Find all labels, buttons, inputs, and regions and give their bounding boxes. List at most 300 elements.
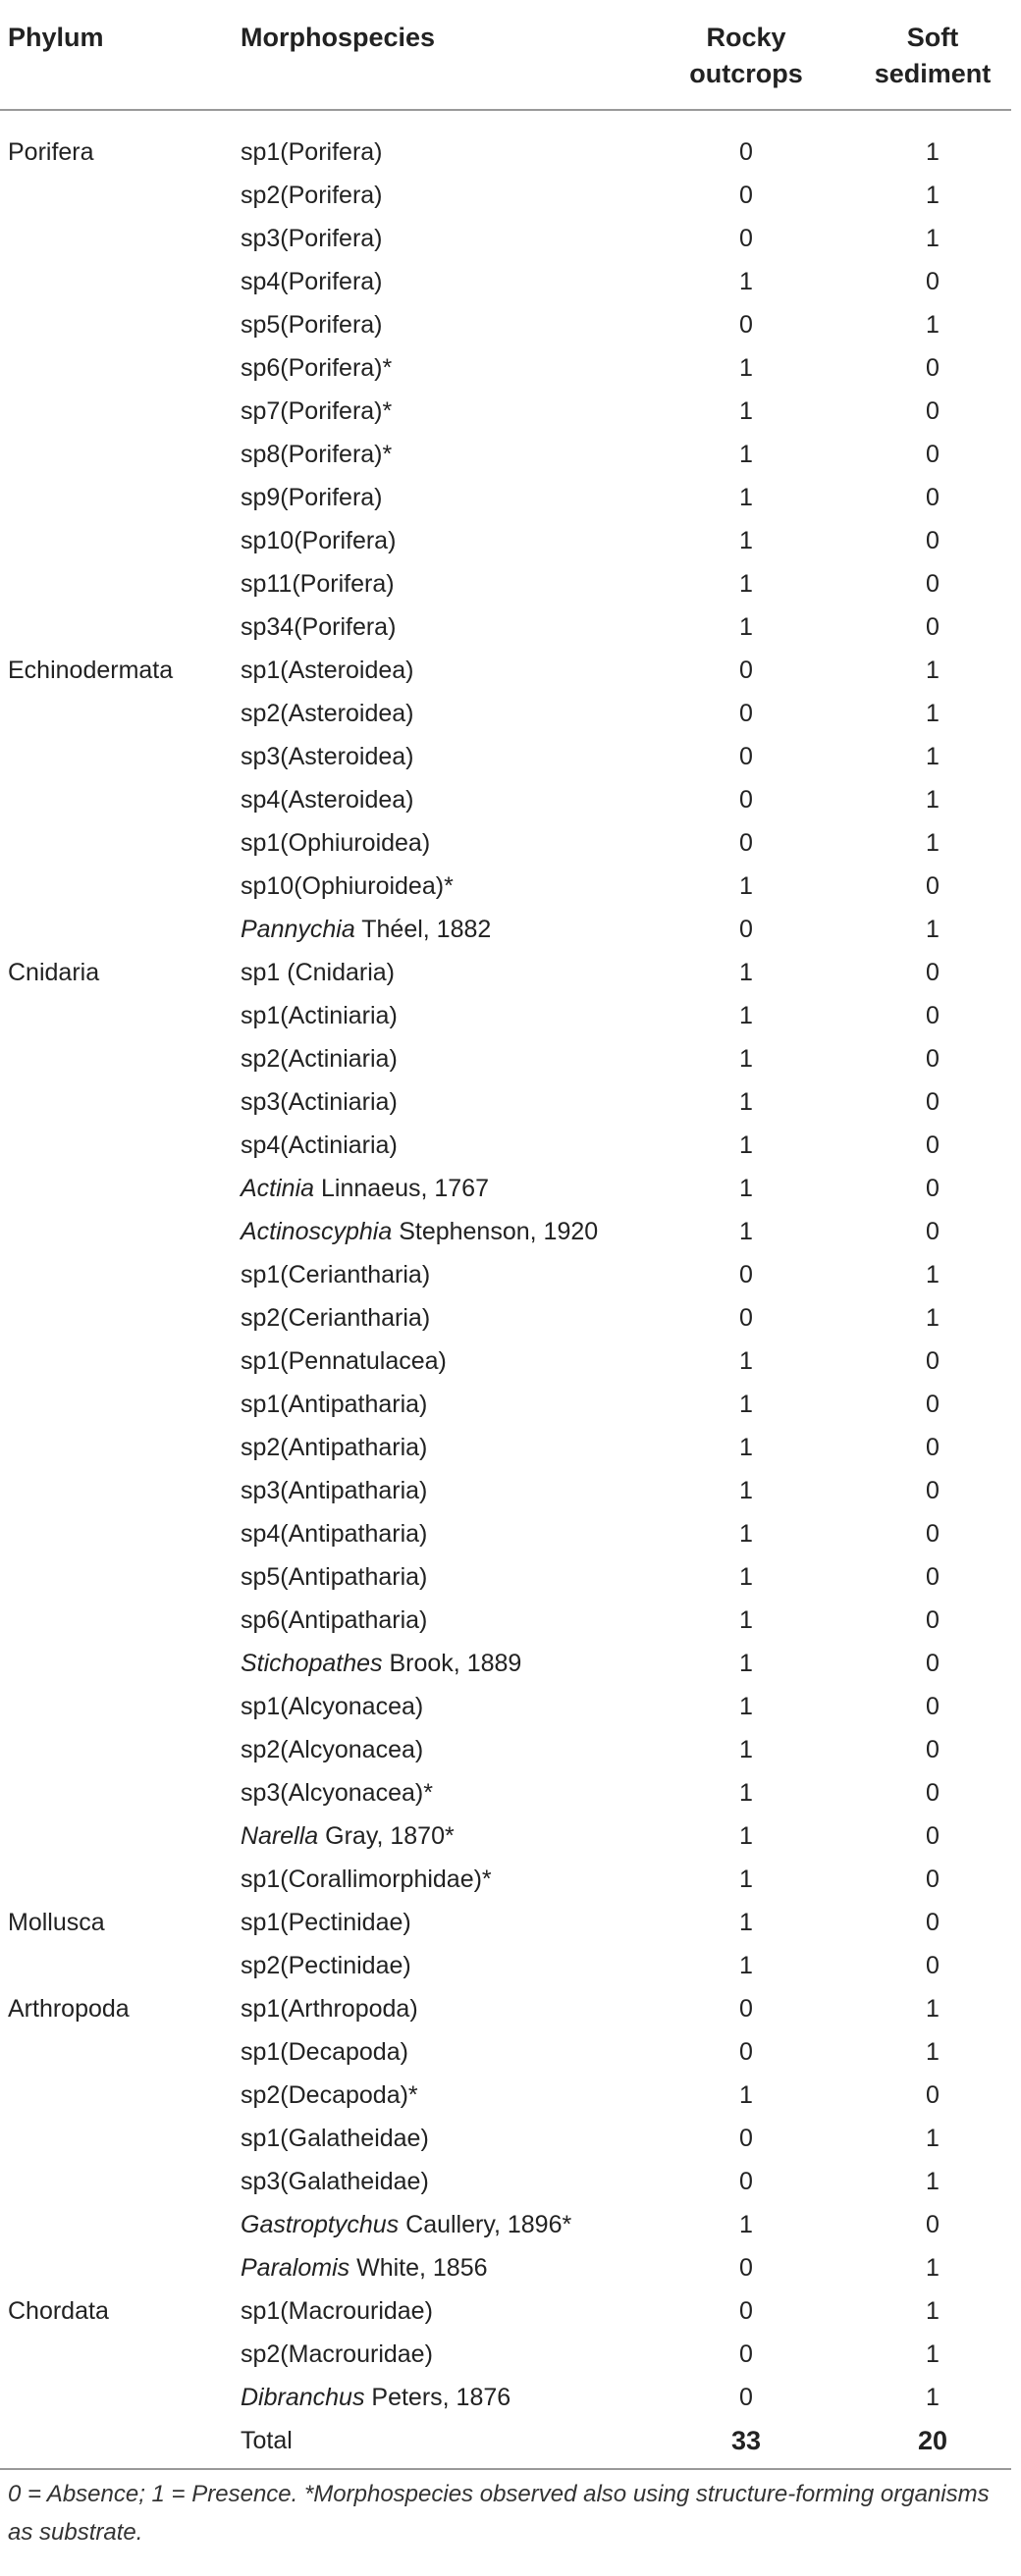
phylum-cell	[0, 519, 241, 562]
rocky-outcrops-value: 1	[739, 1045, 753, 1073]
rocky-outcrops-value: 0	[739, 311, 753, 339]
table-body	[0, 110, 1011, 2469]
morphospecies-name: sp5(Porifera)	[241, 311, 383, 339]
morphospecies-cell	[241, 110, 638, 174]
genus-name: Dibranchus	[241, 2384, 365, 2411]
morphospecies-cell	[241, 390, 638, 433]
phylum-cell	[0, 778, 241, 821]
soft-sediment-value: 0	[926, 268, 940, 295]
phylum-cell: Porifera	[8, 138, 94, 166]
phylum-cell	[0, 303, 241, 346]
morphospecies-name: sp1 (Cnidaria)	[241, 959, 396, 986]
rocky-outcrops-value: 1	[739, 1779, 753, 1807]
rocky-outcrops-value: 1	[739, 484, 753, 511]
soft-sediment-value: 0	[926, 1520, 940, 1548]
rocky-outcrops-value: 0	[739, 1261, 753, 1288]
soft-sediment-value: 1	[926, 311, 940, 339]
total-row	[0, 2419, 1011, 2469]
morphospecies-name: sp2(Antipatharia)	[241, 1434, 428, 1461]
rocky-outcrops-value: 1	[739, 1434, 753, 1461]
genus-name: Actinoscyphia	[241, 1218, 393, 1245]
phylum-cell	[0, 476, 241, 519]
morphospecies-cell	[241, 1858, 638, 1901]
phylum-cell	[0, 1944, 241, 1987]
morphospecies-name: sp1(Antipatharia)	[241, 1391, 428, 1418]
morphospecies-name: sp10(Porifera)	[241, 527, 397, 554]
soft-sediment-value: 1	[926, 1304, 940, 1332]
table-row	[0, 908, 1011, 951]
morphospecies-cell	[241, 692, 638, 735]
morphospecies-name: sp5(Antipatharia)	[241, 1563, 428, 1591]
morphospecies-name: sp2(Macrouridae)	[241, 2340, 433, 2368]
header-phylum: Phylum	[0, 0, 241, 110]
morphospecies-name: sp3(Porifera)	[241, 225, 383, 252]
morphospecies-name: Linnaeus, 1767	[314, 1175, 489, 1202]
phylum-cell	[0, 2246, 241, 2289]
morphospecies-name: sp1(Corallimorphidae)*	[241, 1866, 492, 1893]
soft-sediment-value: 0	[926, 2081, 940, 2109]
rocky-outcrops-value: 1	[739, 1218, 753, 1245]
soft-sediment-value: 0	[926, 1218, 940, 1245]
soft-sediment-value: 1	[926, 2125, 940, 2152]
phylum-cell	[0, 2333, 241, 2376]
morphospecies-cell	[241, 174, 638, 217]
table-row	[0, 1296, 1011, 1340]
morphospecies-name: Peters, 1876	[364, 2384, 511, 2411]
morphospecies-cell	[241, 1383, 638, 1426]
phylum-cell	[0, 1728, 241, 1771]
phylum-cell: Mollusca	[8, 1909, 105, 1936]
soft-sediment-value: 0	[926, 1693, 940, 1720]
soft-sediment-value: 1	[926, 1995, 940, 2023]
morphospecies-cell	[241, 1728, 638, 1771]
morphospecies-name: sp3(Actiniaria)	[241, 1088, 398, 1116]
morphospecies-cell	[241, 303, 638, 346]
morphospecies-cell	[241, 476, 638, 519]
morphospecies-cell	[241, 346, 638, 390]
rocky-outcrops-value: 0	[739, 700, 753, 727]
morphospecies-name: sp3(Galatheidae)	[241, 2168, 429, 2195]
morphospecies-name: sp1(Arthropoda)	[241, 1995, 418, 2023]
morphospecies-cell	[241, 605, 638, 649]
morphospecies-name: sp1(Ophiuroidea)	[241, 829, 431, 857]
soft-sediment-value: 0	[926, 1002, 940, 1029]
rocky-outcrops-value: 0	[739, 2254, 753, 2282]
soft-sediment-value: 0	[926, 959, 940, 986]
morphospecies-cell	[241, 1599, 638, 1642]
table-row	[0, 1167, 1011, 1210]
phylum-cell	[0, 1296, 241, 1340]
phylum-cell	[0, 1080, 241, 1124]
table-row	[0, 1512, 1011, 1555]
table-row	[0, 2333, 1011, 2376]
morphospecies-cell	[241, 649, 638, 692]
table-row	[0, 2160, 1011, 2203]
morphospecies-name: sp2(Porifera)	[241, 182, 383, 209]
morphospecies-cell	[241, 1555, 638, 1599]
phylum-cell	[0, 1037, 241, 1080]
morphospecies-cell	[241, 821, 638, 865]
morphospecies-name: Gray, 1870*	[318, 1822, 455, 1850]
morphospecies-name: sp1(Decapoda)	[241, 2038, 408, 2066]
table-row	[0, 1944, 1011, 1987]
morphospecies-cell	[241, 1426, 638, 1469]
rocky-outcrops-value: 0	[739, 138, 753, 166]
phylum-cell	[0, 1512, 241, 1555]
morphospecies-name: sp10(Ophiuroidea)*	[241, 872, 454, 900]
soft-sediment-value: 0	[926, 1175, 940, 1202]
phylum-cell	[0, 2160, 241, 2203]
rocky-outcrops-value: 1	[739, 268, 753, 295]
morphospecies-name: sp3(Alcyonacea)*	[241, 1779, 433, 1807]
soft-sediment-value: 0	[926, 1477, 940, 1504]
morphospecies-name: sp1(Actiniaria)	[241, 1002, 398, 1029]
rocky-outcrops-value: 0	[739, 657, 753, 684]
table-row	[0, 174, 1011, 217]
morphospecies-cell	[241, 1814, 638, 1858]
morphospecies-cell	[241, 908, 638, 951]
rocky-outcrops-value: 1	[739, 1391, 753, 1418]
phylum-cell	[0, 1210, 241, 1253]
morphospecies-cell	[241, 1253, 638, 1296]
morphospecies-name: sp1(Ceriantharia)	[241, 1261, 431, 1288]
soft-sediment-value: 0	[926, 1563, 940, 1591]
morphospecies-cell	[241, 735, 638, 778]
morphospecies-cell	[241, 1340, 638, 1383]
genus-name: Paralomis	[241, 2254, 350, 2282]
rocky-outcrops-value: 1	[739, 1650, 753, 1677]
rocky-outcrops-value: 1	[739, 397, 753, 425]
phylum-cell: Cnidaria	[8, 959, 100, 986]
rocky-outcrops-value: 0	[739, 786, 753, 814]
table-row	[0, 1124, 1011, 1167]
table-row	[0, 1642, 1011, 1685]
table-row	[0, 2117, 1011, 2160]
phylum-cell	[0, 1124, 241, 1167]
morphospecies-cell	[241, 1037, 638, 1080]
soft-sediment-value: 1	[926, 657, 940, 684]
table-row	[0, 1987, 1011, 2030]
morphospecies-cell	[241, 1080, 638, 1124]
table-row	[0, 1340, 1011, 1383]
morphospecies-name: sp1(Asteroidea)	[241, 657, 414, 684]
table-row	[0, 346, 1011, 390]
phylum-cell	[0, 217, 241, 260]
table-row	[0, 2030, 1011, 2074]
morphospecies-name: White, 1856	[349, 2254, 488, 2282]
soft-sediment-value: 0	[926, 1131, 940, 1159]
phylum-cell	[0, 2203, 241, 2246]
table-row	[0, 1426, 1011, 1469]
total-soft-sediment: 20	[854, 2419, 1011, 2469]
header-soft-line2: sediment	[874, 59, 992, 88]
phylum-cell	[0, 2074, 241, 2117]
table-row	[0, 217, 1011, 260]
soft-sediment-value: 0	[926, 872, 940, 900]
rocky-outcrops-value: 1	[739, 1952, 753, 1979]
morphospecies-name: Stephenson, 1920	[392, 1218, 599, 1245]
table-row	[0, 1253, 1011, 1296]
table-row	[0, 1555, 1011, 1599]
morphospecies-name: sp9(Porifera)	[241, 484, 383, 511]
morphospecies-cell	[241, 994, 638, 1037]
rocky-outcrops-value: 1	[739, 872, 753, 900]
table-row	[0, 692, 1011, 735]
soft-sediment-value: 0	[926, 1347, 940, 1375]
soft-sediment-value: 0	[926, 1045, 940, 1073]
table-row	[0, 260, 1011, 303]
phylum-cell	[0, 1858, 241, 1901]
morphospecies-cell	[241, 1901, 638, 1944]
soft-sediment-value: 0	[926, 613, 940, 641]
morphospecies-cell	[241, 2160, 638, 2203]
rocky-outcrops-value: 0	[739, 2384, 753, 2411]
header-soft-sediment	[854, 0, 1011, 110]
table-row	[0, 605, 1011, 649]
total-empty-cell	[0, 2419, 241, 2469]
header-rocky-outcrops	[638, 0, 854, 110]
table-row	[0, 476, 1011, 519]
header-soft-line1: Soft	[906, 23, 959, 52]
phylum-cell	[0, 908, 241, 951]
morphospecies-name: sp1(Macrouridae)	[241, 2297, 433, 2325]
phylum-cell	[0, 562, 241, 605]
rocky-outcrops-value: 1	[739, 1909, 753, 1936]
table-row	[0, 649, 1011, 692]
table-row	[0, 951, 1011, 994]
table-row	[0, 2074, 1011, 2117]
morphospecies-cell	[241, 1512, 638, 1555]
soft-sediment-value: 0	[926, 2211, 940, 2238]
table-row	[0, 2246, 1011, 2289]
rocky-outcrops-value: 1	[739, 2211, 753, 2238]
soft-sediment-value: 0	[926, 354, 940, 382]
soft-sediment-value: 0	[926, 527, 940, 554]
morphospecies-name: Caullery, 1896*	[399, 2211, 572, 2238]
soft-sediment-value: 1	[926, 182, 940, 209]
soft-sediment-value: 0	[926, 397, 940, 425]
phylum-cell: Arthropoda	[8, 1995, 130, 2023]
phylum-cell	[0, 2376, 241, 2419]
soft-sediment-value: 0	[926, 484, 940, 511]
phylum-cell	[0, 1814, 241, 1858]
phylum-cell	[0, 994, 241, 1037]
header-rocky-line2: outcrops	[689, 59, 803, 88]
phylum-cell	[0, 1685, 241, 1728]
table-row	[0, 1685, 1011, 1728]
morphospecies-name: sp6(Porifera)*	[241, 354, 393, 382]
rocky-outcrops-value: 1	[739, 1563, 753, 1591]
soft-sediment-value: 0	[926, 1088, 940, 1116]
morphospecies-cell	[241, 951, 638, 994]
table-row	[0, 562, 1011, 605]
genus-name: Stichopathes	[241, 1650, 383, 1677]
rocky-outcrops-value: 1	[739, 1606, 753, 1634]
morphospecies-cell	[241, 2030, 638, 2074]
phylum-cell	[0, 1383, 241, 1426]
total-label: Total	[241, 2419, 638, 2469]
morphospecies-cell	[241, 1124, 638, 1167]
soft-sediment-value: 1	[926, 829, 940, 857]
rocky-outcrops-value: 1	[739, 441, 753, 468]
table-row	[0, 519, 1011, 562]
rocky-outcrops-value: 1	[739, 2081, 753, 2109]
rocky-outcrops-value: 0	[739, 2038, 753, 2066]
soft-sediment-value: 0	[926, 1822, 940, 1850]
table-row	[0, 2203, 1011, 2246]
table-row	[0, 2289, 1011, 2333]
table-row	[0, 1080, 1011, 1124]
rocky-outcrops-value: 1	[739, 959, 753, 986]
table-footnote: 0 = Absence; 1 = Presence. *Morphospecies observed also using structure-forming organisms as substrate.	[8, 2481, 990, 2546]
phylum-cell	[0, 346, 241, 390]
rocky-outcrops-value: 1	[739, 1175, 753, 1202]
morphospecies-cell	[241, 1944, 638, 1987]
morphospecies-name: sp8(Porifera)*	[241, 441, 393, 468]
table-row	[0, 1814, 1011, 1858]
soft-sediment-value: 0	[926, 1434, 940, 1461]
morphospecies-cell	[241, 2333, 638, 2376]
table-row	[0, 433, 1011, 476]
soft-sediment-value: 0	[926, 1909, 940, 1936]
header-morphospecies: Morphospecies	[241, 0, 638, 110]
header-row	[0, 0, 1011, 110]
table-row	[0, 865, 1011, 908]
rocky-outcrops-value: 1	[739, 613, 753, 641]
rocky-outcrops-value: 1	[739, 1822, 753, 1850]
soft-sediment-value: 0	[926, 1866, 940, 1893]
soft-sediment-value: 1	[926, 1261, 940, 1288]
morphospecies-cell	[241, 217, 638, 260]
morphospecies-cell	[241, 1642, 638, 1685]
morphospecies-cell	[241, 865, 638, 908]
phylum-cell	[0, 1599, 241, 1642]
morphospecies-name: sp3(Antipatharia)	[241, 1477, 428, 1504]
morphospecies-name: sp1(Pennatulacea)	[241, 1347, 447, 1375]
morphospecies-cell	[241, 1685, 638, 1728]
rocky-outcrops-value: 1	[739, 1693, 753, 1720]
morphospecies-name: sp1(Porifera)	[241, 138, 383, 166]
phylum-cell	[0, 1771, 241, 1814]
phylum-cell: Echinodermata	[8, 657, 174, 684]
rocky-outcrops-value: 0	[739, 2340, 753, 2368]
soft-sediment-value: 1	[926, 743, 940, 770]
phylum-cell	[0, 1340, 241, 1383]
phylum-cell	[0, 1555, 241, 1599]
morphospecies-name: sp3(Asteroidea)	[241, 743, 414, 770]
morphospecies-name: sp1(Galatheidae)	[241, 2125, 429, 2152]
morphospecies-cell	[241, 2074, 638, 2117]
soft-sediment-value: 0	[926, 570, 940, 598]
morphospecies-cell	[241, 1771, 638, 1814]
rocky-outcrops-value: 0	[739, 1995, 753, 2023]
table-row	[0, 821, 1011, 865]
rocky-outcrops-value: 0	[739, 2168, 753, 2195]
rocky-outcrops-value: 0	[739, 1304, 753, 1332]
soft-sediment-value: 0	[926, 441, 940, 468]
phylum-cell	[0, 735, 241, 778]
table-row	[0, 735, 1011, 778]
rocky-outcrops-value: 0	[739, 225, 753, 252]
morphospecies-name: sp1(Alcyonacea)	[241, 1693, 424, 1720]
table-row	[0, 303, 1011, 346]
soft-sediment-value: 0	[926, 1606, 940, 1634]
phylum-cell	[0, 174, 241, 217]
table-row	[0, 1469, 1011, 1512]
rocky-outcrops-value: 0	[739, 916, 753, 943]
morphospecies-name: sp11(Porifera)	[241, 570, 395, 598]
morphospecies-name: sp7(Porifera)*	[241, 397, 393, 425]
morphospecies-name: Brook, 1889	[382, 1650, 522, 1677]
genus-name: Pannychia	[241, 916, 355, 943]
rocky-outcrops-value: 1	[739, 1002, 753, 1029]
soft-sediment-value: 1	[926, 2340, 940, 2368]
morphospecies-cell	[241, 1296, 638, 1340]
phylum-cell	[0, 2117, 241, 2160]
morphospecies-name: sp4(Asteroidea)	[241, 786, 414, 814]
table-row	[0, 1728, 1011, 1771]
soft-sediment-value: 1	[926, 225, 940, 252]
table-row	[0, 2376, 1011, 2419]
morphospecies-cell	[241, 1210, 638, 1253]
morphospecies-name: sp4(Antipatharia)	[241, 1520, 428, 1548]
soft-sediment-value: 1	[926, 2168, 940, 2195]
phylum-cell	[0, 2030, 241, 2074]
morphospecies-cell	[241, 260, 638, 303]
morphospecies-cell	[241, 562, 638, 605]
phylum-cell	[0, 821, 241, 865]
soft-sediment-value: 0	[926, 1650, 940, 1677]
rocky-outcrops-value: 0	[739, 182, 753, 209]
morphospecies-cell	[241, 2203, 638, 2246]
morphospecies-cell	[241, 433, 638, 476]
morphospecies-name: Théel, 1882	[354, 916, 492, 943]
table-row	[0, 778, 1011, 821]
morphospecies-name: sp4(Porifera)	[241, 268, 383, 295]
table-row	[0, 994, 1011, 1037]
morphospecies-name: sp2(Actiniaria)	[241, 1045, 398, 1073]
rocky-outcrops-value: 1	[739, 527, 753, 554]
table-row	[0, 1858, 1011, 1901]
table-row	[0, 1599, 1011, 1642]
phylum-cell	[0, 605, 241, 649]
morphospecies-name: sp2(Ceriantharia)	[241, 1304, 431, 1332]
morphospecies-name: sp1(Pectinidae)	[241, 1909, 411, 1936]
rocky-outcrops-value: 1	[739, 1736, 753, 1763]
rocky-outcrops-value: 1	[739, 1520, 753, 1548]
morphospecies-name: sp2(Asteroidea)	[241, 700, 414, 727]
phylum-cell	[0, 1426, 241, 1469]
rocky-outcrops-value: 0	[739, 2297, 753, 2325]
phylum-cell	[0, 260, 241, 303]
soft-sediment-value: 0	[926, 1736, 940, 1763]
rocky-outcrops-value: 0	[739, 829, 753, 857]
rocky-outcrops-value: 1	[739, 1088, 753, 1116]
table-row	[0, 1037, 1011, 1080]
phylum-cell	[0, 692, 241, 735]
soft-sediment-value: 1	[926, 916, 940, 943]
morphospecies-name: sp6(Antipatharia)	[241, 1606, 428, 1634]
genus-name: Gastroptychus	[241, 2211, 400, 2238]
soft-sediment-value: 1	[926, 700, 940, 727]
soft-sediment-value: 0	[926, 1952, 940, 1979]
rocky-outcrops-value: 1	[739, 1347, 753, 1375]
morphospecies-cell	[241, 1167, 638, 1210]
soft-sediment-value: 1	[926, 786, 940, 814]
genus-name: Narella	[241, 1822, 319, 1850]
soft-sediment-value: 0	[926, 1779, 940, 1807]
rocky-outcrops-value: 1	[739, 1866, 753, 1893]
